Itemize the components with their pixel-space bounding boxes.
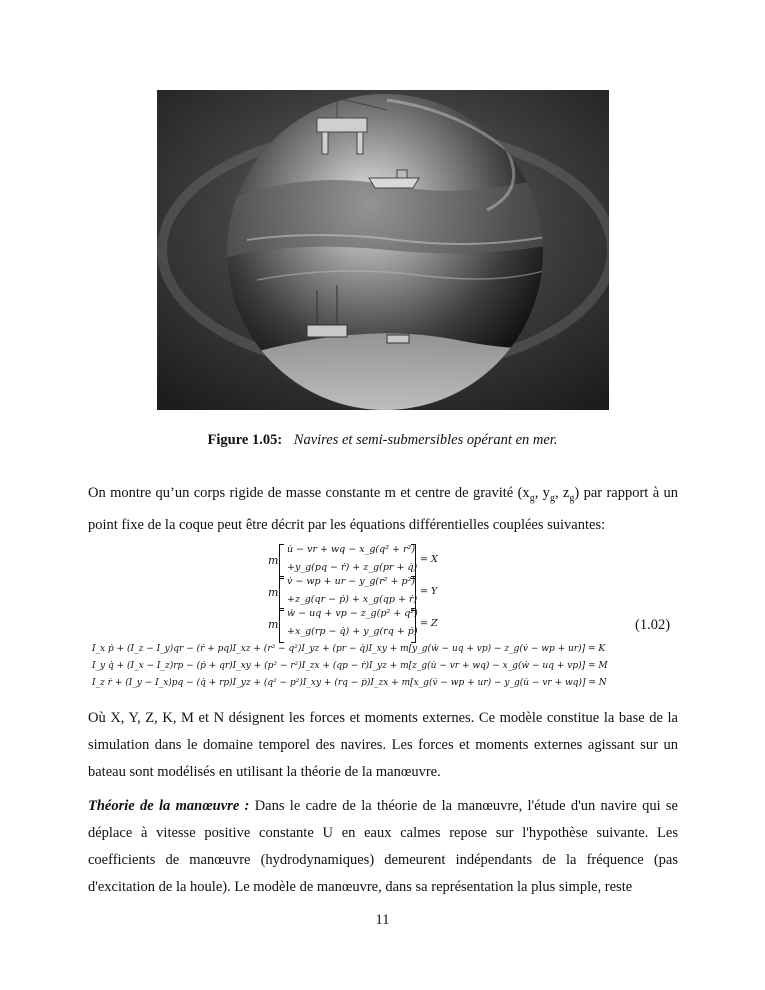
eq-x-result: = X bbox=[420, 554, 438, 565]
figure-caption bbox=[0, 432, 765, 449]
eq-m-line: I_y q̇ + (I_x − I_z)rp − (ṗ + qr)I_xy + (p² − r²)I_zx + (qp − ṙ)I_yz + m[z_g(u̇ − vr + wq) − x_g(ẇ − uq + vp)] = M bbox=[92, 661, 608, 671]
intro-text-2: , y bbox=[534, 485, 550, 501]
bracket-left-x bbox=[279, 544, 284, 579]
eq-y-line1: v̇ − wp + ur − y_g(r² + p²) bbox=[287, 576, 416, 587]
eq-mass-z: m bbox=[268, 618, 279, 631]
maneuver-heading: Théorie de la manœuvre : bbox=[88, 798, 250, 814]
paragraph-maneuver bbox=[88, 793, 678, 901]
intro-text-3: , z bbox=[554, 485, 570, 501]
bracket-right-x bbox=[411, 544, 416, 579]
eq-z-result: = Z bbox=[420, 618, 438, 629]
globe-illustration bbox=[157, 90, 609, 410]
figure-label: Figure 1.05: bbox=[207, 432, 283, 448]
intro-text-1: On montre qu’un corps rigide de masse constante m et centre de gravité (x bbox=[88, 485, 530, 501]
maneuver-text: Dans le cadre de la théorie de la manœuvre, l'étude d'un navire qui se déplace à vitesse positive constante U en eaux calmes repose sur l'hypothèse suivante. Les coefficients de manœuvre (hydrodynamiques) demeurent indépendants de la fréquence (pas d'excitation de la houle). Le modèle de manœuvre, dans sa représentation la plus simple, reste bbox=[88, 798, 678, 895]
paragraph-intro bbox=[88, 480, 678, 539]
intro-text-4: ) par rapport à un point fixe de la coque peut être décrit par les équations différentielles couplées suivantes: bbox=[88, 485, 678, 533]
eq-z-line1: ẇ − uq + vp − z_g(p² + q²) bbox=[287, 608, 418, 619]
eq-x-line1: u̇ − vr + wq − x_g(q² + r²) bbox=[287, 544, 416, 555]
equation-number: (1.02) bbox=[635, 617, 671, 633]
bracket-left-z bbox=[279, 608, 284, 643]
figure-image bbox=[157, 90, 609, 410]
bracket-left-y bbox=[279, 576, 284, 611]
eq-mass-x: m bbox=[268, 554, 279, 567]
bracket-right-y bbox=[411, 576, 416, 611]
eq-k-line: I_x ṗ + (I_z − I_y)qr − (ṙ + pq)I_xz + (r² − q²)I_yz + (pr − q̇)I_xy + m[y_g(ẇ − uq + vp) − z_g(v̇ − wp + ur)] = K bbox=[92, 644, 606, 654]
page-number: 11 bbox=[375, 912, 390, 928]
eq-z-line2: +x_g(rp − q̇) + y_g(rq + ṗ) bbox=[287, 626, 418, 637]
eq-n-line: I_z ṙ + (I_y − I_x)pq − (q̇ + rp)I_yz + (q² − p²)I_xy + (rq − ṗ)I_zx + m[x_g(v̇ − wp + ur) − y_g(u̇ − vr + wq)] = N bbox=[92, 678, 607, 688]
subscript-zg: g bbox=[569, 492, 575, 504]
figure-caption-text: Navires et semi-submersibles opérant en mer. bbox=[293, 432, 558, 448]
eq-mass-y: m bbox=[268, 586, 279, 599]
eq-y-line2: +z_g(qr − ṗ) + x_g(qp + ṙ) bbox=[287, 594, 418, 605]
eq-y-result: = Y bbox=[420, 586, 438, 597]
subscript-xg: g bbox=[529, 492, 535, 504]
subscript-yg: g bbox=[549, 492, 555, 504]
bracket-right-z bbox=[411, 608, 416, 643]
paragraph-forces: Où X, Y, Z, K, M et N désignent les forces et moments externes. Ce modèle constitue la base de la simulation dans le domaine temporel des navires. Les forces et moments externes agissant sur un bateau sont modélisés en utilisant la théorie de la manœuvre. bbox=[88, 710, 678, 780]
eq-x-line2: +y_g(pq − ṙ) + z_g(pr + q̇) bbox=[287, 562, 418, 573]
